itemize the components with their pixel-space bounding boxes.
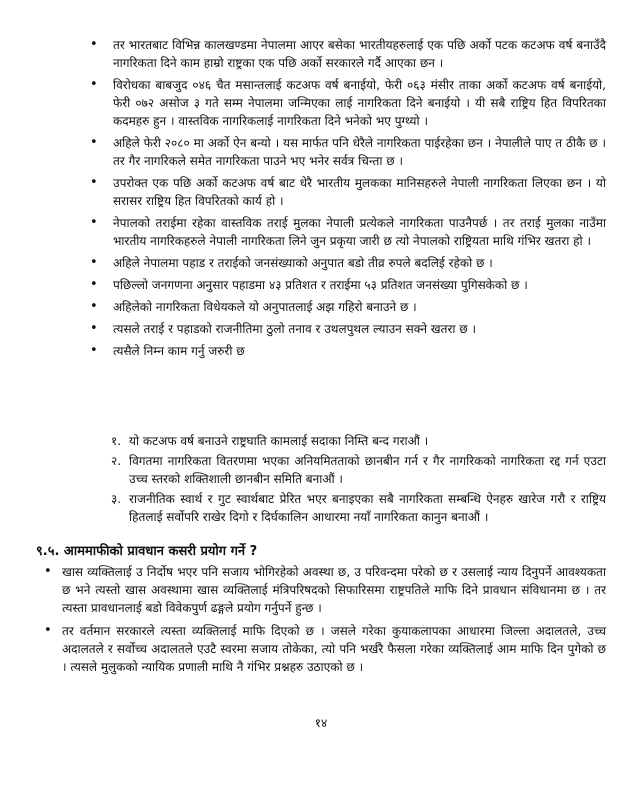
bullet-icon: • (90, 321, 98, 336)
numbered-item-text: विगतमा नागरिकता वितरणमा भएका अनियमितताको छानबीन गर्न र गैर नागरिकको नागरिकता रद्द गर्न एउटा उच्च स्तरको शक्तिशाली छानबीन समिति बनाऔं । (129, 454, 606, 486)
list-item-text: विरोधका बाबजुद ०४६ चैत मसान्तलाई कटअफ वर्ष बनाईयो, फेरी ०६३ मंसीर ताका अर्को कटअफ वर्ष बनाईयो, फेरी ०७२ असोज ३ गते सम्म नेपालमा जन्मिएका लाई नागरिकता दिने बनाईयो । यी सबै राष्ट्रिय हित विपरितका कदमहरु हुन । वास्तविक नागरिकलाई नागरिकता दिने भनेको भए पुग्थ्यो । (113, 78, 606, 128)
numbered-item-text: यो कटअफ वर्ष बनाउने राष्ट्रघाति कामलाई सदाका निम्ति बन्द गराऔं । (129, 434, 429, 448)
bullet-icon: • (90, 277, 98, 292)
list-item (0, 174, 642, 210)
bullet-icon: • (90, 299, 98, 314)
section-heading: ९.५. आममाफीको प्रावधान कसरी प्रयोग गर्ने ? (36, 544, 258, 559)
bullet-icon: • (44, 623, 52, 638)
numbered-item (0, 452, 642, 488)
bullet-icon: • (90, 215, 98, 230)
bullet-list (0, 36, 642, 364)
list-item-text: तर भारतबाट विभिन्न कालखण्डमा नेपालमा आएर बसेका भारतीयहरुलाई एक पछि अर्को पटक कटअफ वर्ष बनाउँदै नागरिकता दिने काम हाम्रो राष्ट्रका एक पछि अर्को सरकारले गर्दै आएका छन । (113, 38, 606, 70)
list-item-text: अहिलेको नागरिकता विधेयकले यो अनुपातलाई अझ गहिरो बनाउने छ । (113, 300, 417, 314)
bullet-icon: • (90, 175, 98, 190)
numbered-item (0, 490, 642, 526)
list-item-text: तर वर्तमान सरकारले त्यस्ता व्यक्तिलाई माफि दिएको छ । जसले गरेका कुयाकलापका आधारमा जिल्ला अदालतले, उच्च अदालतले र सर्वोच्च अदालतले एउटै स्वरमा सजाय तोकेका, त्यो पनि भर्खरै फैसला गरेका व्यक्तिलाई आम माफि दिन पुगेको छ । त्यसले मुलुकको न्यायिक प्रणाली माथि नै गंभिर प्रश्नहरु उठाएको छ । (62, 624, 606, 674)
page-number: १४ (314, 716, 328, 730)
list-item-text: अहिले फेरी २०८० मा अर्को ऐन बन्यो । यस मार्फत पनि धेरैले नागरिकता पाईरहेका छन । नेपालीले पाए त ठीकै छ । तर गैर नागरिकले समेत नागरिकता पाउने भए भनेर सर्वत्र चिन्ता छ । (113, 136, 606, 168)
list-item (0, 254, 642, 272)
list-item-text: नेपालको तराईमा रहेका वास्तविक तराई मुलका नेपाली प्रत्येकले नागरिकता पाउनैपर्छ । तर तराई मुलका नाउँमा भारतीय नागरिकहरुले नेपाली नागरिकता लिने जुन प्रकृया जारी छ त्यो नेपालको राष्ट्रियता माथि गंभिर खतरा हो । (113, 216, 606, 248)
list-item (0, 622, 642, 676)
bullet-icon: • (44, 564, 52, 579)
list-item-text: त्यसैले निम्न काम गर्नु जरुरी छ (113, 344, 245, 358)
list-item (0, 214, 642, 250)
bullet-icon: • (90, 37, 98, 52)
list-item (0, 563, 642, 617)
list-item (0, 342, 642, 360)
bullet-icon: • (90, 77, 98, 92)
list-item-text: खास व्यक्तिलाई उ निर्दोष भएर पनि सजाय भोगिरहेको अवस्था छ, उ परिवन्दमा परेको छ र उसलाई न्याय दिनुपर्ने आवश्यकता छ भने त्यस्तो खास अवस्थामा खास व्यक्तिलाई मंत्रिपरिषदको सिफारिसमा राष्ट्रपतिले माफि दिने प्रावधान संविधानमा छ । तर त्यस्ता प्रावधानलाई बडो विवेकपुर्ण ढङ्गले प्रयोग गर्नुपर्ने हुन्छ । (62, 565, 606, 615)
bullet-icon: • (90, 255, 98, 270)
numbered-item (0, 432, 642, 450)
list-item-text: त्यसले तराई र पहाडको राजनीतिमा ठुलो तनाव र उथलपुथल ल्याउन सक्ने खतरा छ । (113, 322, 477, 336)
list-item-text: अहिले नेपालमा पहाड र तराईको जनसंख्याको अनुपात बडो तीव्र रुपले बदलिई रहेको छ । (113, 256, 493, 270)
bullet-icon: • (90, 135, 98, 150)
list-item (0, 298, 642, 316)
list-item-text: पछिल्लो जनगणना अनुसार पहाडमा ४३ प्रतिशत र तराईमा ५३ प्रतिशत जनसंख्या पुगिसकेको छ । (113, 278, 528, 292)
list-item (0, 36, 642, 72)
item-number: २. (111, 454, 122, 468)
list-item (0, 76, 642, 130)
item-number: १. (111, 434, 122, 448)
section-bullet-list (0, 563, 642, 681)
bullet-icon: • (90, 343, 98, 358)
list-item (0, 276, 642, 294)
list-item-text: उपरोक्त एक पछि अर्को कटअफ वर्ष बाट धेरै भारतीय मुलकका मानिसहरुले नेपाली नागरिकता लिएका छन । यो सरासर राष्ट्रिय हित विपरितको कार्य हो । (113, 176, 606, 208)
list-item (0, 134, 642, 170)
list-item (0, 320, 642, 338)
item-number: ३. (111, 492, 122, 506)
numbered-item-text: राजनीतिक स्वार्थ र गुट स्वार्थबाट प्रेरित भएर बनाइएका सबै नागरिकता सम्बन्धि ऐनहरु खारेज गरौ र राष्ट्रिय हितलाई सर्वोपरि राखेर दिगो र दिर्घकालिन आधारमा नयाँ नागरिकता कानुन बनाऔं । (129, 492, 606, 524)
numbered-list (0, 432, 642, 528)
